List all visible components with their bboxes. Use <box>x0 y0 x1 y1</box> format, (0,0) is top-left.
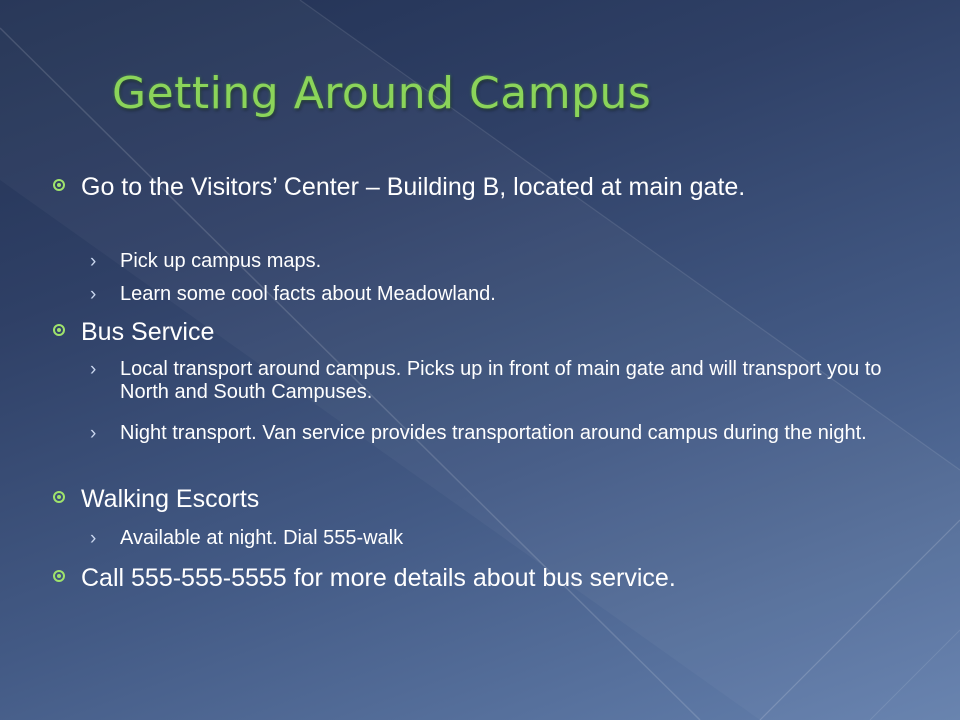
bullet-item <box>53 173 923 202</box>
bullet-item <box>53 318 923 347</box>
sub-bullet-item <box>90 527 900 550</box>
chevron-right-icon: › <box>90 359 97 380</box>
bullet-text: Go to the Visitors’ Center – Building B, located at main gate. <box>81 173 746 201</box>
chevron-right-icon: › <box>90 251 97 272</box>
sub-bullet-text: Pick up campus maps. <box>120 250 322 272</box>
sub-bullet-item <box>90 283 900 306</box>
circle-dot-icon <box>53 179 65 191</box>
bullet-text: Bus Service <box>81 318 215 346</box>
sub-bullet-text: Available at night. Dial 555-walk <box>120 527 404 549</box>
chevron-right-icon: › <box>90 528 97 549</box>
slide-title: Getting Around Campus <box>112 68 652 119</box>
bullet-text: Call 555-555-5555 for more details about bus service. <box>81 564 676 592</box>
sub-bullet-text: Learn some cool facts about Meadowland. <box>120 283 496 305</box>
bullet-text: Walking Escorts <box>81 485 260 513</box>
circle-dot-icon <box>53 570 65 582</box>
sub-bullet-text: Night transport. Van service provides transportation around campus during the night. <box>120 422 867 444</box>
sub-bullet-item <box>90 422 900 445</box>
circle-dot-icon <box>53 324 65 336</box>
chevron-right-icon: › <box>90 423 97 444</box>
circle-dot-icon <box>53 491 65 503</box>
chevron-right-icon: › <box>90 284 97 305</box>
bullet-item <box>53 485 923 514</box>
sub-bullet-item <box>90 358 900 404</box>
bullet-item <box>53 564 923 593</box>
sub-bullet-item <box>90 250 900 273</box>
sub-bullet-text: Local transport around campus. Picks up in front of main gate and will transport you to North and South Campuses. <box>120 358 882 403</box>
